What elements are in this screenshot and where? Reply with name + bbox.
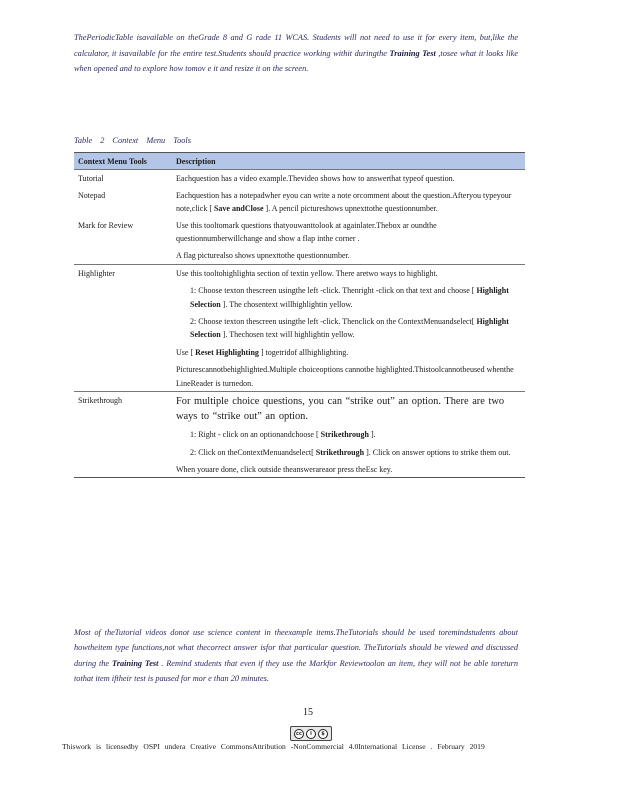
nc-icon: $ — [318, 729, 328, 739]
reset-highlighting-text: Use [ Reset Highlighting ] togetridof allhighlighting. — [176, 347, 349, 357]
table-caption: Table 2 Context Menu Tools — [74, 136, 191, 145]
tool-description: For multiple choice questions, you can “strike out” an option. There are two ways to “strike out” an option. 1: Right - click on an optionandchoose [ Strikethrough ]. 2: Click on theContextMenuandselect[ Strikethrough ]. Click on answer options to strike them out. When youare done, click outside theanswerareaor press theEsc key. — [172, 392, 525, 478]
license-footer: Thiswork is licensedby OSPI undera Creative CommonsAttribution -NonCommercial 4.0International License . February 2019 — [62, 742, 485, 751]
context-menu-tools-table — [74, 152, 525, 478]
strike-step-2: 2: Click on theContextMenuandselect[ Strikethrough ]. Click on answer options to strike them out. — [190, 447, 511, 457]
cc-by-nc-icon — [290, 726, 332, 741]
column-header-description: Description — [172, 153, 525, 170]
table-row-notepad — [74, 187, 525, 217]
tool-name: Highlighter — [74, 264, 172, 391]
table-row-strikethrough — [74, 392, 525, 478]
highlight-step-2: 2: Choose texton thescreen usingthe left -click. Thenclick on the ContextMenuandselect[ Highlight Selection ]. Thechosen text will highlightin yellow. — [190, 317, 509, 340]
by-icon: i — [306, 729, 316, 739]
highlight-step-1: 1: Choose texton thescreen usingthe left -click. Thenright -click on that text and choose [ Highlight Selection ]. The chosentext willhighlightin yellow. — [190, 286, 509, 309]
table-row-mark-for-review — [74, 217, 525, 265]
tool-name: Mark for Review — [78, 220, 134, 230]
tool-description: Use this tooltohighlighta section of textin yellow. There aretwo ways to highlight. 1: Choose texton thescreen usingthe left -click. Thenright -click on that text and choose [ Highlight Selection ]. The chosentext willhighlightin yellow. 2: Choose texton thescreen usingthe left -click. Thenclick on the ContextMenuandselect[ Highlight Selection ]. Thechosen text will highlightin yellow. Use [ Reset Highlighting ] togetridof allhighlighting. Picturescannotbehighlighted.Multiple choiceoptions cannotbe highlighted.Thistoolcannotbeused whenthe LineReader is turnedon. — [172, 264, 525, 391]
intro-paragraph: ThePeriodicTable isavailable on theGrade 8 and G rade 11 WCAS. Students will not need to use it for every item, but,like the calculator, it isavailable for the entire test.Students should practice working withit duringthe Training Test ,tosee what it looks like when opened and to explore how tomov e it and resize it on the screen. — [74, 33, 519, 74]
tool-description: Eachquestion has a video example.Thevideo shows how to answerthat typeof question. — [176, 174, 455, 184]
strike-done-text: When youare done, click outside theanswerareaor press theEsc key. — [176, 464, 393, 474]
strike-step-1: 1: Right - click on an optionandchoose [ Strikethrough ]. — [190, 430, 376, 440]
closing-paragraph: Most of theTutorial videos donot use science content in theexample items.TheTutorials should be used toremindstudents about howtheitem type functions,not what thecorrect answer isfor that particular question. TheTutorials should be viewed and discussed during the Training Test . Remind students that even if they use the Markfor Reviewtoolon an item, they will not be able toreturn tothat item iftheir test is paused for mor e than 20 minutes. — [74, 628, 518, 684]
tool-description: Eachquestion has a notepadwher eyou can write a note orcomment about the question.Afteryou typeyour note,click [ Save andClose ]. A pencil pictureshows upnexttothe questionnumber. — [176, 190, 512, 214]
cc-icon: cc — [294, 729, 304, 739]
training-test-emphasis: Training Test — [389, 48, 436, 58]
table-row-tutorial — [74, 170, 525, 187]
tool-description: Use this tooltomark questions thatyouwanttolook at againlater.Thebox ar oundthe questionnumberwillchange and show a flap inthe corner . A flag picturealso shows upnexttothe questionnumber. — [176, 220, 437, 261]
tool-name: Strikethrough — [74, 392, 172, 478]
highlighter-note: Picturescannotbehighlighted.Multiple choiceoptions cannotbe highlighted.Thistoolcannotbeused whenthe LineReader is turnedon. — [176, 365, 514, 388]
page-number: 15 — [303, 707, 313, 718]
column-header-tools: Context Menu Tools — [74, 153, 172, 170]
table-row-highlighter — [74, 264, 525, 391]
tool-name: Tutorial — [78, 174, 104, 184]
tool-name: Notepad — [78, 190, 106, 200]
training-test-emphasis: Training Test — [111, 658, 159, 668]
table-header-row — [74, 153, 525, 170]
